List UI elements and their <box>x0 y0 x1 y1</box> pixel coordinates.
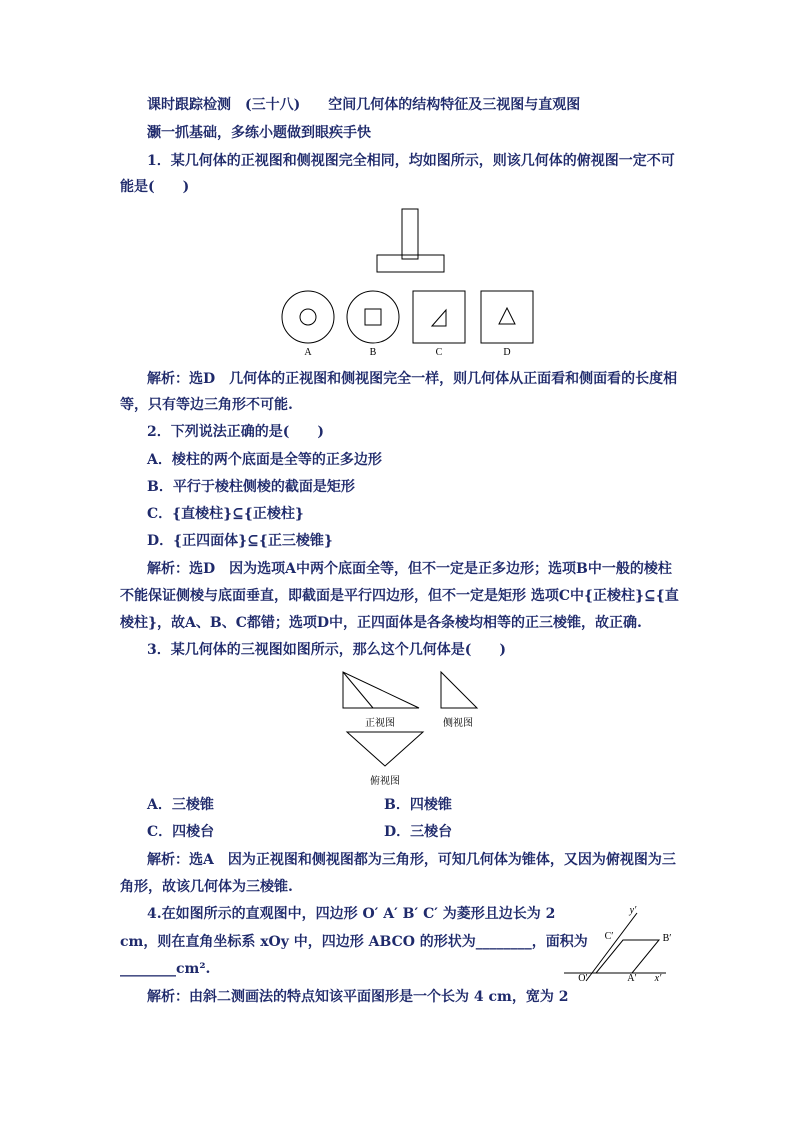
label-x-prime: x′ <box>654 973 662 984</box>
option-d-triangle <box>499 308 515 324</box>
label-y-prime: y′ <box>629 905 637 916</box>
page-title: 课时跟踪检测 (三十八) 空间几何体的结构特征及三视图与直观图 <box>147 97 581 113</box>
q3-option-a: A．三棱锥 <box>147 797 214 813</box>
option-b-label: B <box>369 347 377 358</box>
q3-option-b: B．四棱锥 <box>384 797 452 813</box>
q1-answer-line2: 等，只有等边三角形不可能. <box>120 397 293 413</box>
option-c-triangle <box>432 310 446 326</box>
q2-answer-line3: 棱柱}，故A、B、C都错；选项D中，正四面体是各条棱均相等的正三棱锥，故正确. <box>120 615 642 631</box>
q4-stem-line1: 4.在如图所示的直观图中，四边形 O′ A′ B′ C′ 为菱形且边长为 2 <box>147 906 556 922</box>
front-view-triangle <box>343 672 419 708</box>
q3-answer-line1: 解析：选A 因为正视图和侧视图都为三角形，可知几何体为锥体，又因为俯视图为三 <box>147 852 676 868</box>
label-a-prime: A′ <box>627 973 637 984</box>
top-view-label: 俯视图 <box>370 776 400 787</box>
option-d-label: D <box>503 347 511 358</box>
label-c-prime: C′ <box>604 931 614 942</box>
q2-stem: 2．下列说法正确的是( ) <box>147 424 324 440</box>
front-view-inner-edge <box>343 672 373 708</box>
option-c-label: C <box>435 347 443 358</box>
q4-stem-line2: cm，则在直角坐标系 xOy 中，四边形 ABCO 的形状为________，面积为 <box>120 934 588 950</box>
q2-option-a: A．棱柱的两个底面是全等的正多边形 <box>147 452 382 468</box>
q1-stem-line1: 1．某几何体的正视图和侧视图完全相同，均如图所示，则该几何体的俯视图一定不可 <box>147 153 675 169</box>
q4-answer-line1: 解析：由斜二测画法的特点知该平面图形是一个长为 4 cm，宽为 2 <box>147 989 569 1005</box>
side-view-label: 侧视图 <box>443 718 473 729</box>
y-axis <box>586 913 637 981</box>
front-view-stem <box>402 209 418 259</box>
q1-figure <box>270 205 550 365</box>
q3-answer-line2: 角形，故该几何体为三棱锥. <box>120 879 293 895</box>
section-subtitle: 灏一抓基础，多练小题做到眼疾手快 <box>147 125 371 141</box>
option-b-square <box>365 309 381 325</box>
option-b-circle <box>347 291 399 343</box>
q3-option-c: C．四棱台 <box>147 824 215 840</box>
top-view-triangle <box>347 732 423 766</box>
q1-stem-line2: 能是( ) <box>120 179 190 195</box>
q3-stem: 3．某几何体的三视图如图所示，那么这个几何体是( ) <box>147 642 506 658</box>
label-o-prime: O′ <box>578 973 588 984</box>
q3-option-d: D．三棱台 <box>384 824 453 840</box>
label-b-prime: B′ <box>662 933 672 944</box>
option-d-square <box>481 291 533 343</box>
option-c-square <box>413 291 465 343</box>
front-view-label: 正视图 <box>365 718 395 729</box>
option-a-label: A <box>304 347 312 358</box>
q2-option-b: B．平行于棱柱侧棱的截面是矩形 <box>147 479 355 495</box>
q4-stem-line3: ________cm². <box>120 961 211 977</box>
option-a-outer-circle <box>282 291 334 343</box>
q2-answer-line2: 不能保证侧棱与底面垂直，即截面是平行四边形，但不一定是矩形 选项C中{正棱柱}⊆{直 <box>120 588 679 604</box>
q2-option-d: D．{正四面体}⊆{正三棱锥} <box>147 533 333 549</box>
q2-option-c: C．{直棱柱}⊆{正棱柱} <box>147 506 304 522</box>
side-view-triangle <box>441 672 477 708</box>
rhombus <box>596 940 659 973</box>
q1-answer-line1: 解析：选D 几何体的正视图和侧视图完全一样，则几何体从正面看和侧面看的长度相 <box>147 371 678 387</box>
front-view-base <box>377 255 444 272</box>
q2-answer-line1: 解析：选D 因为选项A中两个底面全等，但不一定是正多边形；选项B中一般的棱柱 <box>147 561 672 577</box>
option-a-inner-circle <box>300 309 316 325</box>
